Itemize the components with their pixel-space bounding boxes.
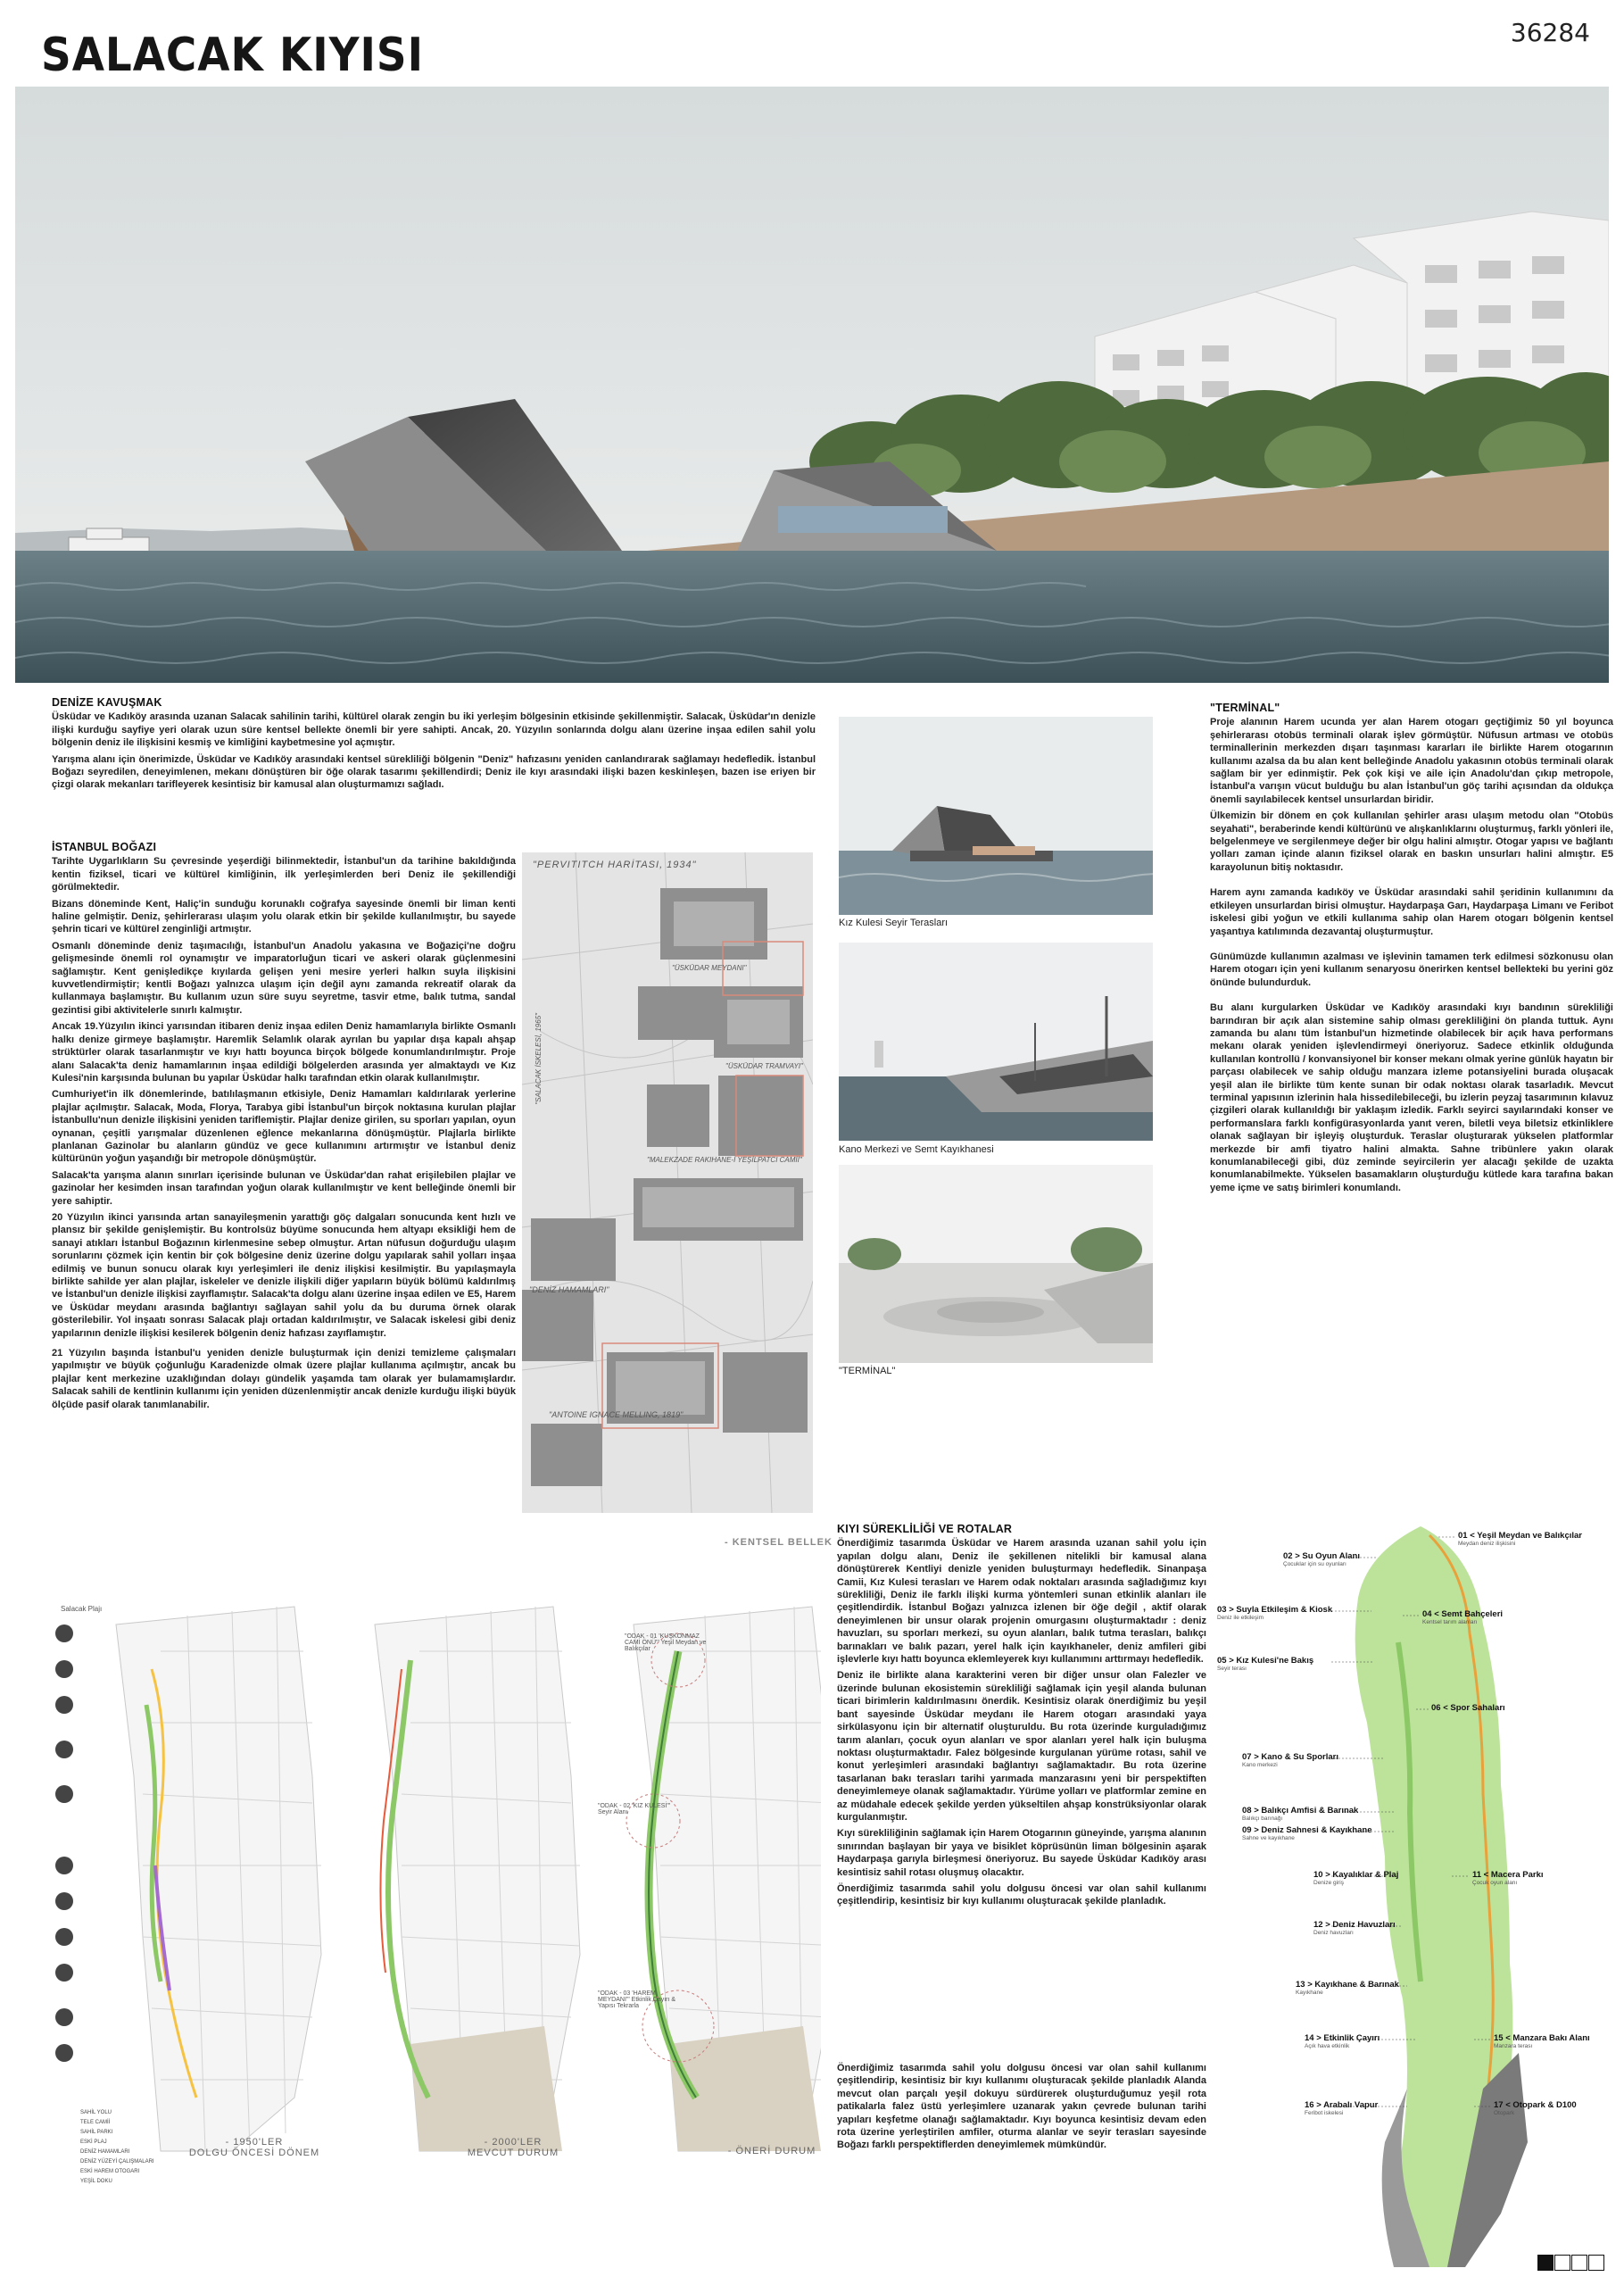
route-item-01: 01 < Yeşil Meydan ve Balıkçılar Meydan deniz ilişkisini [1458, 1531, 1582, 1547]
route-map-image [1215, 1517, 1613, 2276]
map-era-1-title: - 1950'LER [225, 2137, 284, 2148]
paragraph: Üsküdar ve Kadıköy arasında uzanan Salacak sahilinin tarihi, kültürel olarak zengin bu iki yerleşim bölgesinin etkisinde şekillenmiştir. Salacak, Üsküdar'ın denizle ilişki kurduğu sayfiye yeri olarak uzun süre kentsel bellekte önemli bir yere sahipti. Ancak, 20. Yüzyılın sonlarında dolgu alanı üzerine inşaa edilen sahil yolu bölgenin deniz ile ilişkisini kesmiş ve kimliğini kaybetmesine yol açmıştır. [52, 711, 816, 749]
render-kano-image [839, 943, 1153, 1141]
collage-label: "SALACAK İSKELESİ, 1965" [534, 1013, 543, 1105]
map-legend [80, 2108, 154, 2187]
map-era-1 [187, 2137, 321, 2158]
route-item-02: 02 > Su Oyun Alanı Çocuklar için su oyunları [1283, 1551, 1360, 1567]
route-item-15: 15 < Manzara Bakı Alanı Manzara terası [1494, 2033, 1590, 2049]
route-item-10: 10 > Kayalıklar & Plaj Denize giriş [1313, 1870, 1399, 1886]
collage-label: "ANTOINE IGNACE MELLING, 1819" [549, 1410, 684, 1419]
route-item-05: 05 > Kız Kulesi'ne Bakış Seyir terası [1217, 1656, 1314, 1672]
legend-item: ESKİ PLAJ [80, 2140, 107, 2145]
kentsel-bellek-label: - KENTSEL BELLEK [725, 1537, 833, 1548]
legend-item: SAHİL PARKI [80, 2130, 113, 2135]
entry-code: 36284 [1510, 18, 1590, 47]
caption-kano: Kano Merkezi ve Semt Kayıkhanesi [839, 1144, 994, 1155]
legend-item: DENİZ YÜZEYİ ÇALIŞMALARI [80, 2159, 154, 2165]
collage-label: "ÜSKÜDAR TRAMVAYI" [725, 1062, 803, 1070]
route-item-07: 07 > Kano & Su Sporları Kano merkezi [1242, 1752, 1338, 1768]
paragraph: Osmanlı döneminde deniz taşımacılığı, İstanbul'un Anadolu yakasına ve Boğaziçi'ne doğru gelişmesinde önemli rol oynamıştır ve imparatorluğun ticari ve askeri olarak güçlenmesini sağlamıştır. Kent genişledikçe kıyılarda gelişen yeni mesire yerleri halkın suyla ilişkisini kuvvetlendirmiştir; kentli Boğazı yalnızca ulaşım için değil aynı zamanda rekreatif olarak da kullanmaya başlamıştır. Bu kullanım uzun süre suyu seyretme, tasvir etme, balık tutma, sandal gezintisi gibi aktivitelerle sınırlı kalmıştır. [52, 940, 516, 1016]
route-item-12: 12 > Deniz Havuzları Deniz havuzları [1313, 1920, 1396, 1936]
route-map [1215, 1517, 1613, 2276]
intro-section [52, 696, 816, 795]
legend-item: TELE CAMİİ [80, 2120, 111, 2125]
map-annotation: "ODAK - 03 'HAREM MEYDANI'" Etkinlik Çayırı & Yapısı Tekrarla [598, 1990, 676, 2009]
terminal-section [1210, 702, 1613, 1198]
sheet-indicator-empty [1588, 2255, 1604, 2271]
render-kiz-kulesi-image [839, 717, 1153, 915]
paragraph: 20 Yüzyılın ikinci yarısında artan sanayileşmenin yarattığı göç dalgaları sonucunda kent hızlı ve plansız bir şekilde genişlemiştir. Bu kontrolsüz büyüme sonucunda hem altyapı eksikliği hem de sanayi atıkları İstanbul Boğazının kirlenmesine sebep olmuştur. Artan nüfusun doğurduğu ulaşım sorunlarını çözmek için kentin bir çok bölgesine deniz üzerine dolgu yapılarak sahil yolları inşaa edilmiş ve bunun sonucu olarak kıyı yerleşimleri ile deniz ilişkisi kesilmiştir. Bu yapılaşmayla birlikte sahilde yer alan plajlar, iskeleler ve denizle ilişkili diğer yapıların büyük bölümü kaldırılmış ve İstanbul'un denizle ilişkisi zayıflamıştır. Salacak'ta dolgu alanı üzerine inşaa edilen ve E5, Harem ve Üsküdar meydanı arasında bağlantıyı sağlayan sahil yolu da bu duruma örnek olarak gösterilebilir. Yol inşaatı sonrası Salacak plajı ortadan kaldırılmıştır, ve Salacak iskelesi gibi deniz yapılarının denizle ilişkisi kesilerek bölgenin deniz hafızası zayıflamıştır. [52, 1211, 516, 1339]
route-item-09: 09 > Deniz Sahnesi & Kayıkhane Sahne ve kayıkhane [1242, 1825, 1372, 1841]
sheet-indicator [1537, 2255, 1604, 2271]
section-heading-bogaz: İSTANBUL BOĞAZI [52, 841, 157, 853]
sheet-indicator-empty [1571, 2255, 1587, 2271]
paragraph: Cumhuriyet'in ilk dönemlerinde, batılılaşmanın etkisiyle, Deniz Hamamları kaldırılarak yerlerine plajlar açılmıştır. Salacak, Moda, Florya, Tarabya gibi İstanbul'un birçok noktasına kurulan plajlar İstanbullu'nun denizle ilişkisini yeniden tariflemiştir. Plajlar denize girilen, su sporları yapılan, oyun oynanan, çeşitli yarışmalar düzenlenen eğlence mekanlarına dönüşmüştür. Plajlarla birlikte planlanan Gazinolar bu alanların gündüz ve gece kullanımını artırmıştır ve İstanbul deniz kültürünün yoğun yaşandığı bir metropole dönüşmüştür. [52, 1089, 516, 1165]
hero-render [15, 87, 1609, 683]
map-series [54, 1598, 821, 2187]
map-series-image [54, 1598, 821, 2187]
collage-label: "DENİZ HAMAMLARI" [529, 1285, 609, 1294]
paragraph: Günümüzde kullanımın azalması ve işlevinin tamamen terk edilmesi sözkonusu olan Harem otogarı için yeni kullanım senaryosu önerirken kentsel bellekteki bu yerini göz önünde bulundurduk. [1210, 951, 1613, 988]
legend-item: YEŞİL DOKU [80, 2179, 112, 2184]
map-annotation: "ODAK - 02 'KIZ KULESİ'" Seyir Alanı [598, 1803, 671, 1816]
paragraph: Önerdiğimiz tasarımda Üsküdar ve Harem arasında uzanan sahil yolu için yapılan dolgu alanı, Deniz ile şekillenen nitelikli bir kamusal alana dönüştürerek Kentliyi denizle yeniden buluşturmayı hedefledik. Sinanpaşa Camii, Kız Kulesi terasları ve Harem odak noktaları arasında sağladığımız kıyı sürekliliği, Deniz ile farklı ilişki kurma yöntemleri sunan etkinlik alanları ile çeşitlendirdik. İstanbul Boğazı yalnızca izlenen bir öğe değil , aktif olarak deneyimlenen bir unsur olarak projenin omurgasını oluşturmaktadır : deniz havuzları, su sporları merkezi, su oyun alanları, balık tutma terasları, balıkçı barınakları ve balık pazarı, yerel halk için kayıkhaneler, deniz amfileri gibi işlevlerle kıyı hattı boyunca eklemleyerek kıyı kullanımını arttırmayı hedefledik. [837, 1538, 1206, 1666]
collage-label: "ÜSKÜDAR MEYDANI" [672, 964, 747, 972]
paragraph: Harem aynı zamanda kadıköy ve Üsküdar arasındaki sahil şeridinin kullanımını da etkileyen unsurlardan birisi olmuştur. Haydarpaşa Garı, Haydarpaşa Limanı ve Feribot iskelesi gibi yoğun ve etkili kullanıma sahip olan Harem otogarı bölgenin kentsel yaşantıya katılımında dezavantaj oluşturmuştur. [1210, 887, 1613, 937]
collage-label: "MALEKZADE RAKIHANE-İ YEŞİLPATCI CAMİİ" [647, 1156, 802, 1164]
paragraph: Ülkemizin bir dönem en çok kullanılan şehirler arası ulaşım metodu olan "Otobüs seyahati", beraberinde kendi kültürünü ve alışkanlıklarını oluşturmuş, farklı yönleri ile, belgelenmeye ve sergilenmeye değer bir olgu halini almıştır. Otogar yapısı ve bağlantı yolları zaman içinde alanın fiziksel olarak en baskın unsurları halini almıştır. E5 karayolunun bitiş noktasıdır. [1210, 810, 1613, 873]
paragraph: Salacak'ta yarışma alanın sınırları içerisinde bulunan ve Üsküdar'dan rahat erişilebilen plajlar ve gazinolar her kesimden insan tarafından yoğun olarak kullanılmıştır ve kent belleğinde önemli bir yere sahiptir. [52, 1169, 516, 1207]
section-heading-denize: DENİZE KAVUŞMAK [52, 696, 162, 709]
map-era-1-subtitle: DOLGU ÖNCESİ DÖNEM [188, 2148, 320, 2158]
route-section [837, 1523, 1206, 1912]
map-legend-title: Salacak Plajı [61, 1605, 103, 1613]
map-era-2-subtitle: MEVCUT DURUM [467, 2148, 559, 2158]
paragraph: Önerdiğimiz tasarımda sahil yolu dolgusu öncesi var olan sahil kullanımı çeşitlendirip, kesintisiz bir kıyı kullanımı oluşturacak şekilde planladık Alanda mevcut olan parçalı yeşil dokuyu sürdürerek oluşturduğumuz yeşil rota patikalarla falez üstü yerleşimlere uzanarak yakın çevrede bulunan tarihi yapıları keşfetme olanağı sağlamaktadır. Kıyı boyunca kesintisiz devam eden rota üzerine yerleştirilen amfiler, oturma alanlar ve seyir terasları sayesinde Boğazı farklı perspektiflerden deneyimlemek mümkündür. [837, 2063, 1206, 2151]
paragraph: Ancak 19.Yüzyılın ikinci yarısından itibaren deniz inşaa edilen Deniz hamamlarıyla birlikte Osmanlı halkı denize girmeye başlamıştır. Haremlik Selamlık olarak ayrılan bu yapılar dışa kapalı ahşap strüktürler olarak tasarlanmıştır ve kıyı hattı boyunca birçok bölgede konumlandırılmıştır. Proje alanı Salacak'ta deniz hamamlarının inşaa edildiği bölgelerden arasında yer almaktaydı ve Kız Kulesi'nin karşısında bulunan bu yapılar Üsküdar halkı tarafından etkin olarak kullanılmıştır. [52, 1021, 516, 1084]
paragraph: Kıyı sürekliliğinin sağlamak için Harem Otogarının güneyinde, yarışma alanının sınırından başlayan bir yaya ve bisiklet köprüsünün liman bölgesinin aşarak Haydarpaşa garıyla birleşmesi öneriyoruz. Bu sayede Üsküdar Kadıköy arası kesintisiz sahil rotası oluşmuş olacaktır. [837, 1828, 1206, 1878]
legend-item: ESKİ HAREM OTOGARI [80, 2169, 140, 2174]
legend-item: DENİZ HAMAMLARI [80, 2149, 130, 2155]
route-item-06: 06 < Spor Sahaları [1431, 1703, 1505, 1713]
paragraph: 21 Yüzyılın başında İstanbul'u yeniden denizle buluşturmak için denizi temizleme çalışmaları yapılmıştır ve büyük çoğunluğu Karadenizde olmak üzere plajlar kullanıma açılmıştır, ancak bu plajlar kent merkezine uzaklığından dolayı gündelik yaşamda tam olarak yer bulamamışlardır. Salacak sahili de kentlinin kullanımı için yeniden düzenlenmiştir ancak denizle kurduğu ilişki büyük ölçüde pasif olarak tanımlanabilir. [52, 1348, 516, 1410]
paragraph: Bizans döneminde Kent, Haliç'in sunduğu korunaklı coğrafya sayesinde önemli bir liman kenti haline gelmiştir. Deniz, şehirlerarası ulaşım yolu olarak etkin bir şekilde kullanılmıştır, bu sayede şehrin ticari ve kültürel zenginliği artmıştır. [52, 898, 516, 935]
route-item-03: 03 > Suyla Etkileşim & Kiosk Deniz ile etkileşim [1217, 1605, 1333, 1621]
section-heading-terminal: "TERMİNAL" [1210, 702, 1280, 714]
route-summary [837, 2062, 1206, 2156]
paragraph: Bu alanı kurgularken Üsküdar ve Kadıköy arasındaki kıyı bandının sürekliliği barındıran bir açık alan sistemine sahip olması gerekliliğini ön planda tuttuk. Aynı zamanda bu alanı tüm İstanbul'un hizmetinde olabilecek bir açık hava performans mekanı olarak yeniden işlevlendirmeyi öneriyoruz. Sadece etkinlik olduğunda kullanılan kontrollü / konvansiyonel bir konser mekanı olmak yerine günlük hayatın bir parçası olabilecek ve sahip olduğu manzara izleme potansiyelini burada oluşacak yeşil alan ile birlikte tüm kente sunan bir odak noktası olarak tasarladık. Mevcut terminal yapısının izlerinin hala hissedilebileceği, bu izlerin peyzaj tasarımının kılavuz çizgileri olarak kullanıldığı bir yaklaşım izledik. Farklı seyirci sayılarındaki konser ve performanslara farklı konfigürasyonlarda yanıt veren, biletli veya biletsiz etkinliklere olanak sağlayan bir işleyiş oluşturduk. Teraslar oluşturarak yükselen platformlar merkezde bir amfi tiyatro halini almakta. Sahne tribünlere yakın olarak konumlanabileceği gibi, düz zeminde seyircilerin yer alacağı şekilde de uzakta konumlanabilmekte. Yükselen basamakların oluşturduğu kütlede kara tarafına bakan yeme içme ve satış birimleri konumlandı. [1210, 1002, 1613, 1193]
render-kano [839, 943, 1153, 1141]
route-item-04: 04 < Semt Bahçeleri Kentsel tarım alanları [1422, 1609, 1504, 1625]
hero-illustration [15, 87, 1609, 683]
paragraph: Önerdiğimiz tasarımda sahil yolu dolgusu öncesi var olan sahil kullanımı çeşitlendirip, kesintisiz bir kıyı kullanımı oluşturacak şekilde planladık. [837, 1882, 1206, 1907]
map-era-2 [446, 2137, 580, 2158]
section-heading-route: KIYI SÜREKLİLİĞİ VE ROTALAR [837, 1523, 1013, 1535]
route-item-08: 08 > Balıkçı Amfisi & Barınak Balıkçı barınağı [1242, 1806, 1359, 1822]
paragraph: Tarihte Uygarlıkların Su çevresinde yeşerdiği bilinmektedir, İstanbul'un da tarihine bakıldığında kentin fiziksel, ticari ve kültürel kimliğinin, ilk yerleşimlerden beri Deniz ile şekillendiği görülmektedir. [52, 856, 516, 893]
caption-kiz-kulesi: Kız Kulesi Seyir Terasları [839, 918, 949, 928]
collage-title: "PERVITITCH HARİTASI, 1934" [533, 860, 697, 870]
paragraph: Yarışma alanı için önerimizde, Üsküdar ve Kadıköy arasındaki kentsel sürekliliği bölgenin "Deniz" hafızasını yeniden canlandırarak sağlamayı hedefledik. İstanbul Boğazı seyredilen, deneyimlenen, mekanı dönüştüren bir öğe olarak tasarımı şekillendirdi; Deniz ile kıyı arasındaki ilişki bazen keskinleşen, bazen ise eriyen bir çizgi olarak mekanları tarifleyerek kesintisiz bir kamusal alan oluşturmamızı sağladı. [52, 753, 816, 791]
map-era-2-title: - 2000'LER [484, 2137, 543, 2148]
render-kiz-kulesi [839, 717, 1153, 915]
map-annotation: "ODAK - 01 'KUŞKONMAZ CAMİ ÖNÜ'" Yeşil Meydan ve Balıkçılar [625, 1633, 707, 1652]
legend-item: SAHİL YOLU [80, 2110, 112, 2115]
caption-terminal: "TERMİNAL" [839, 1366, 896, 1376]
route-item-17: 17 < Otopark & D100 Otopark [1494, 2100, 1577, 2116]
route-item-13: 13 > Kayıkhane & Barınak Kayıkhane [1296, 1980, 1399, 1996]
paragraph: Proje alanının Harem ucunda yer alan Harem otogarı geçtiğimiz 50 yıl boyunca şehirlerarası otobüs terminali olarak işlev görmüştür. Nüfusun artması ve otobüs terminallerinin merkezden dışarı taşınması kararları ile birlikte Harem otogarının kullanımı azalsa da bu alan kent belleğinde Anadolu yakasının otobüs terminali olarak sağlam bir yer edinmiştir. Pek çok kişi ve aile için Anadolu'dan çıkıp metropole, İstanbul'a varışın vücut bulduğu bu alan İstanbul'un göç tarihi açısından da oldukça önemli sayılabilecek kentsel unsurlardan biridir. [1210, 717, 1613, 805]
route-item-14: 14 > Etkinlik Çayırı Açık hava etkinlik [1305, 2033, 1380, 2049]
bogaz-section [52, 841, 516, 1415]
render-terminal [839, 1165, 1153, 1363]
route-item-16: 16 > Arabalı Vapur Feribot iskelesi [1305, 2100, 1379, 2116]
map-era-3: - ÖNERİ DURUM [727, 2146, 816, 2156]
render-terminal-image [839, 1165, 1153, 1363]
memory-collage [522, 852, 813, 1513]
paragraph: Deniz ile birlikte alana karakterini veren bir diğer unsur olan Falezler ve üzerinde bulunan ekosistemin sürekliliği sağlamak için yeşil alanda bulunan ticari birimlerin kaldırılmasını önerdik. Kesintisiz olarak önerdiğimiz bu yeşil bant sayesinde Üsküdar meydanı ile Harem otogarı arasındaki yaya sirkülasyonu için bir alternatif oluşturuldu. Bu rota üzerinde kurguladığımız tarım alanları, çocuk oyun alanları ve spor alanları yerel halk için buluşma noktası oluşturmaktadır. Falez bölgesinde kurgulanan yürüme rotası, sahil ve konut yerleşimleri arasındaki bağlantıyı sağlamaktadır. Bu rota üzerine tasarlanan bakı terasları tarihi yarımada manzarasını yeni bir perspektiften deneyimlemeye olanak sağlamaktadır. Yürüme yolları ve platformlar zemine en az müdahale edecek şekilde yerden yükseltilen ahşap konstrüksiyonlar olarak kurgulanmıştır. [837, 1670, 1206, 1823]
page-title: SALACAK KIYISI [41, 29, 424, 82]
sheet-indicator-active [1537, 2255, 1554, 2271]
route-item-11: 11 < Macera Parkı Çocuk oyun alanı [1472, 1870, 1544, 1886]
sheet-indicator-empty [1554, 2255, 1570, 2271]
